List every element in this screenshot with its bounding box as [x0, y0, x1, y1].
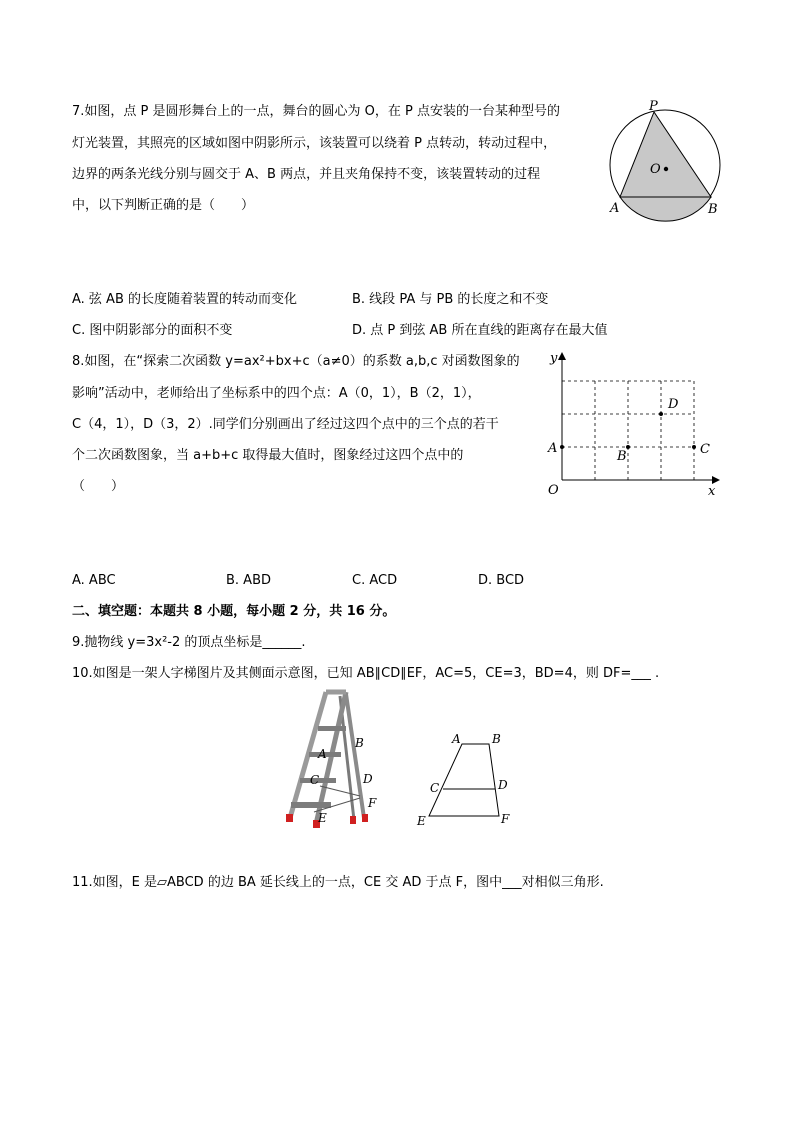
- q10-diagram-label-a: A: [452, 732, 461, 746]
- q10-ladder-picture: [280, 686, 390, 836]
- q7-line-2: 灯光装置，其照亮的区域如图中阴影所示，该装置可以绕着 P 点转动，转动过程中，: [72, 136, 557, 151]
- q7-line-1: 7.如图，点 P 是圆形舞台上的一点，舞台的圆心为 O，在 P 点安装的一台某种型号的: [72, 104, 560, 119]
- q8-option-a: A. ABC: [72, 573, 116, 588]
- q8-label-o: O: [548, 483, 559, 498]
- q7-option-d: D. 点 P 到弦 AB 所在直线的距离存在最大值: [352, 323, 608, 338]
- section-2-heading: 二、填空题：本题共 8 小题，每小题 2 分，共 16 分。: [72, 604, 396, 619]
- q10-ladder-label-b: B: [355, 736, 364, 750]
- q8-label-d: D: [668, 397, 679, 412]
- q10-ladder-label-e: E: [318, 811, 327, 825]
- q8-label-a: A: [548, 441, 558, 456]
- q8-label-b: B: [617, 449, 627, 464]
- q10-ladder-label-c: C: [310, 773, 320, 787]
- q8-line-4: 个二次函数图象，当 a+b+c 取得最大值时，图象经过这四个点中的: [72, 448, 464, 463]
- q10-ladder-label-a: A: [318, 747, 327, 761]
- q7-option-b: B. 线段 PA 与 PB 的长度之和不变: [352, 292, 549, 307]
- q7-line-3: 边界的两条光线分别与圆交于 A、B 两点，并且夹角保持不变，该装置转动的过程: [72, 167, 541, 182]
- q10-diagram-label-e: E: [417, 814, 426, 828]
- q11-text: 11.如图，E 是▱ABCD 的边 BA 延长线上的一点，CE 交 AD 于点 F，图中___对相似三角形.: [72, 875, 604, 890]
- q8-option-d: D. BCD: [478, 573, 525, 588]
- q7-option-c: C. 图中阴影部分的面积不变: [72, 323, 233, 338]
- q8-axis-x: x: [708, 484, 716, 499]
- q10-diagram-label-f: F: [501, 812, 510, 826]
- q7-label-b: B: [708, 202, 718, 217]
- q7-circle-figure: [600, 98, 730, 223]
- q10-diagram-label-b: B: [492, 732, 501, 746]
- q8-coordinate-grid: [540, 348, 730, 503]
- q8-line-2: 影响”活动中，老师给出了坐标系中的四个点：A（0，1），B（2，1），: [72, 386, 481, 401]
- q7-label-a: A: [610, 201, 620, 216]
- q7-label-o: O: [650, 162, 661, 177]
- q8-line-1: 8.如图，在“探索二次函数 y=ax²+bx+c（a≠0）的系数 a,b,c 对函数图象的: [72, 354, 520, 369]
- q8-label-c: C: [700, 442, 710, 457]
- q8-line-3: C（4，1），D（3，2）.同学们分别画出了经过这四个点中的三个点的若干: [72, 417, 499, 432]
- q10-ladder-label-d: D: [363, 772, 373, 786]
- q9-text: 9.抛物线 y=3x²-2 的顶点坐标是______.: [72, 635, 306, 650]
- q7-line-4: 中，以下判断正确的是（ ）: [72, 198, 255, 213]
- q10-diagram-label-d: D: [498, 778, 508, 792]
- q7-option-a: A. 弦 AB 的长度随着装置的转动而变化: [72, 292, 298, 307]
- q7-label-p: P: [649, 99, 658, 114]
- q8-axis-y: y: [550, 351, 558, 366]
- q10-diagram-label-c: C: [430, 781, 440, 795]
- q8-option-b: B. ABD: [226, 573, 272, 588]
- q8-option-c: C. ACD: [352, 573, 398, 588]
- q10-text: 10.如图是一架人字梯图片及其侧面示意图，已知 AB∥CD∥EF，AC=5，CE=3，BD=4，则 DF=___ .: [72, 666, 660, 681]
- q10-side-diagram: [412, 728, 522, 830]
- q10-ladder-label-f: F: [368, 796, 377, 810]
- q8-line-5: （ ）: [72, 479, 125, 494]
